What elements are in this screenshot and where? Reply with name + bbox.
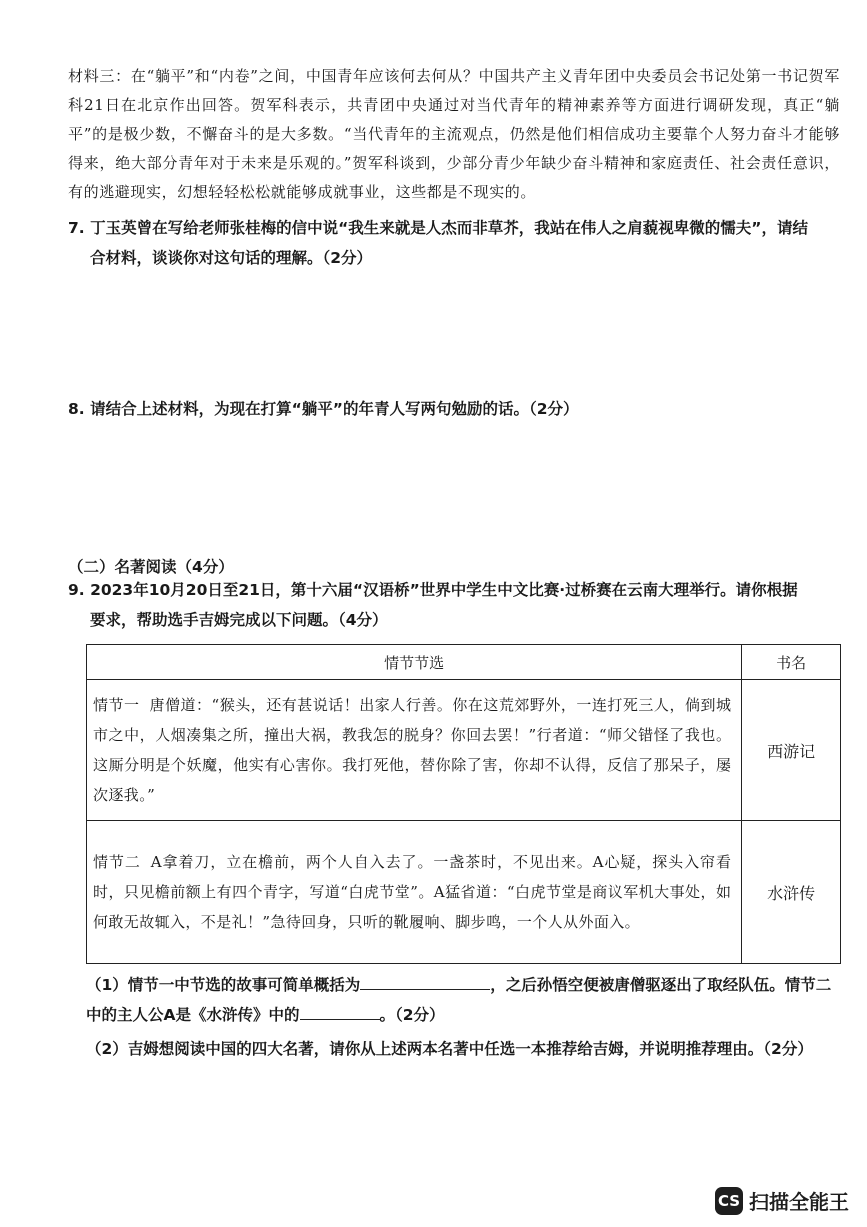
- question-9-line-2: 要求，帮助选手吉姆完成以下问题。（4分）: [90, 611, 388, 629]
- question-7-line-1: 7. 丁玉英曾在写给老师张桂梅的信中说“我生来就是人杰而非草芥，我站在伟人之肩藐视卑微的懦夫”，请结: [68, 219, 808, 237]
- section-classics-reading-title: （二）名著阅读（4分）: [68, 558, 234, 576]
- plot-two-cell: [87, 821, 742, 964]
- plot-two-book: 水浒传: [742, 821, 841, 964]
- plot-one-cell: [87, 680, 742, 821]
- scanner-watermark: [715, 1186, 849, 1215]
- plot-one-text: 唐僧道：“猴头，还有甚说话！出家人行善。你在这荒郊野外，一连打死三人，倘到城市之中，人烟凑集之所，撞出大祸，教我怎的脱身？你回去罢！”行者道：“师父错怪了我也。这厮分明是个妖魔，他实有心害你。我打死他，替你除了害，你却不认得，反信了那呆子，屡次逐我。”: [93, 696, 732, 804]
- header-plot-excerpt: 情节节选: [87, 645, 742, 680]
- camscanner-logo-icon: CS: [715, 1187, 743, 1215]
- answer-blank-story-summary[interactable]: [360, 975, 490, 990]
- sub-1-text-part-2: ，之后孙悟空便被唐僧驱逐出了取经队伍。情节二中的主人公A是《水浒传》中的: [86, 976, 832, 1024]
- sub-1-text-part-3: 。（2分）: [379, 1006, 445, 1024]
- plot-one-book: 西游记: [742, 680, 841, 821]
- material-three-paragraph: 材料三：在“躺平”和“内卷”之间，中国青年应该何去何从？中国共产主义青年团中央委员会书记处第一书记贺军科21日在北京作出回答。贺军科表示，共青团中央通过对当代青年的精神素养等方面进行调研发现，真正“躺平”的是极少数，不懈奋斗的是大多数。“当代青年的主流观点，仍然是他们相信成功主要靠个人努力奋斗才能够得来，绝大部分青年对于未来是乐观的。”贺军科谈到，少部分青少年缺少奋斗精神和家庭责任、社会责任意识，有的逃避现实，幻想轻轻松松就能够成就事业，这些都是不现实的。: [68, 67, 840, 201]
- question-7-line-2: 合材料，谈谈你对这句话的理解。（2分）: [90, 249, 373, 267]
- plot-two-text: A拿着刀，立在檐前，两个人自入去了。一盏茶时，不见出来。A心疑，探头入帘看时，只见檐前额上有四个青字，写道“白虎节堂”。A猛省道：“白虎节堂是商议军机大事处，如何敢无故辄入，不是礼！”急待回身，只听的靴履响、脚步鸣，一个人从外面入。: [93, 853, 732, 931]
- plot-two-label: 情节二: [93, 853, 141, 871]
- question-9-sub-1: [86, 970, 841, 1030]
- camscanner-brand-text: 扫描全能王: [749, 1190, 849, 1214]
- question-9-line-1: 9. 2023年10月20日至21日，第十六届“汉语桥”世界中学生中文比赛·过桥赛在云南大理举行。请你根据: [68, 581, 798, 599]
- question-8: 8. 请结合上述材料，为现在打算“躺平”的年青人写两句勉励的话。（2分）: [68, 400, 579, 418]
- sub-1-text-part-1: （1）情节一中节选的故事可简单概括为: [86, 976, 361, 994]
- table-row: [87, 821, 841, 964]
- table-header-row: [87, 645, 841, 680]
- answer-blank-protagonist[interactable]: [300, 1005, 380, 1020]
- header-book-title: 书名: [742, 645, 841, 680]
- plot-one-label: 情节一: [93, 696, 140, 714]
- plot-excerpt-table: [86, 644, 841, 964]
- table-row: [87, 680, 841, 821]
- question-9-sub-2: （2）吉姆想阅读中国的四大名著，请你从上述两本名著中任选一本推荐给吉姆，并说明推荐理由。（2分）: [86, 1040, 813, 1058]
